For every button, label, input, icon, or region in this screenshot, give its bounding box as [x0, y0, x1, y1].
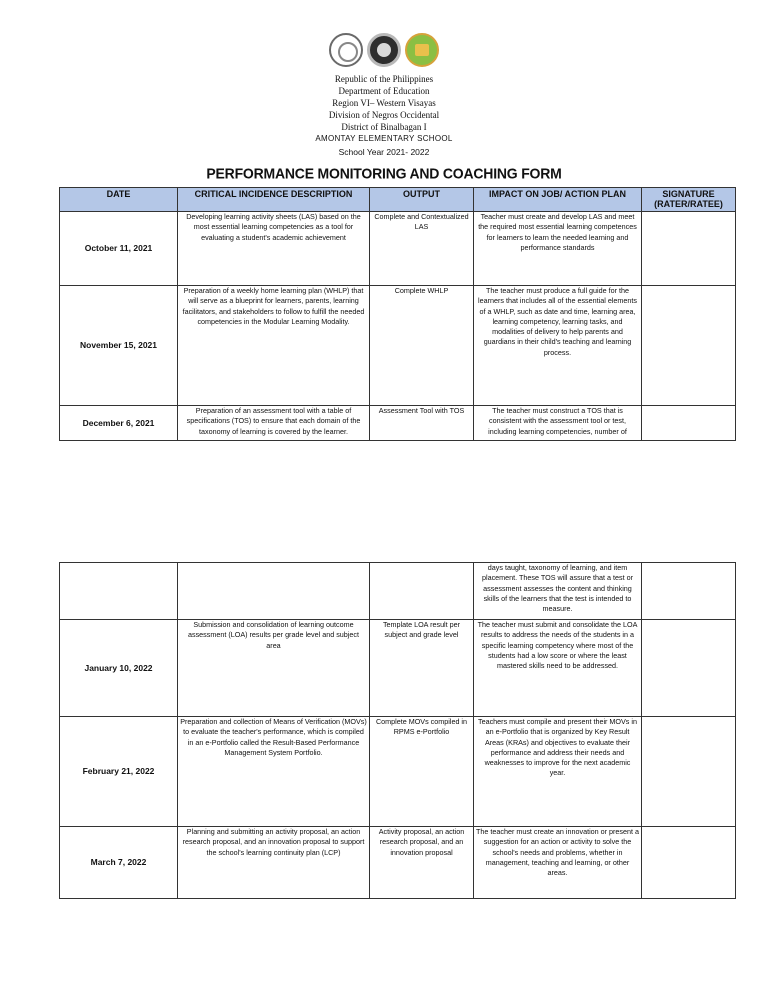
- date-cell: February 21, 2022: [60, 717, 178, 827]
- impact-cell: Teachers must compile and present their MOVs in an e-Portfolio that is organized by Key Result Areas (KRAs) and objectives to evaluate their performance and address their needs and weaknesses to improve for the next academic year.: [474, 717, 642, 827]
- impact-cell: The teacher must submit and consolidate the LOA results to address the needs of the students in a specific learning competency where most of the students had a low score or where the least mastered skills need to be addressed.: [474, 620, 642, 717]
- deped-seal-icon: [329, 33, 363, 67]
- table-row: [60, 827, 736, 899]
- impact-cell: The teacher must construct a TOS that is consistent with the assessment tool or test, including learning competencies, number of: [474, 406, 642, 441]
- date-cell: October 11, 2021: [60, 212, 178, 286]
- date-cell: March 7, 2022: [60, 827, 178, 899]
- date-cell: December 6, 2021: [60, 406, 178, 441]
- output-cell: Complete MOVs compiled in RPMS e-Portfolio: [370, 717, 474, 827]
- column-header-description: CRITICAL INCIDENCE DESCRIPTION: [178, 188, 370, 212]
- output-cell: Assessment Tool with TOS: [370, 406, 474, 441]
- school-name: AMONTAY ELEMENTARY SCHOOL: [315, 134, 453, 144]
- column-header-output: OUTPUT: [370, 188, 474, 212]
- description-cell: Developing learning activity sheets (LAS) based on the most essential learning competencies as a tool for evaluating a student's academic achievement: [178, 212, 370, 286]
- column-header-date: DATE: [60, 188, 178, 212]
- table-row: [60, 286, 736, 406]
- school-year: School Year 2021- 2022: [338, 146, 430, 157]
- table-row: [60, 406, 736, 441]
- column-header-impact: IMPACT ON JOB/ ACTION PLAN: [474, 188, 642, 212]
- header-logos: [329, 33, 441, 69]
- signature-cell: [642, 717, 736, 827]
- output-cell: Complete WHLP: [370, 286, 474, 406]
- impact-cell: The teacher must create an innovation or present a suggestion for an action or activity to solve the school's needs and problems, whether in management, teaching and learning, or other areas.: [474, 827, 642, 899]
- date-cell: November 15, 2021: [60, 286, 178, 406]
- school-logo-icon: [405, 33, 439, 67]
- region-line: Region VI– Western Visayas: [332, 98, 436, 109]
- signature-cell: [642, 620, 736, 717]
- signature-cell: [642, 286, 736, 406]
- table-header-row: [60, 188, 736, 212]
- column-header-signature: SIGNATURE (RATER/RATEE): [642, 188, 736, 212]
- description-cell: Preparation and collection of Means of Verification (MOVs) to evaluate the teacher's performance, which is compiled in an e-Portfolio called the Result-Based Performance Management System Portfolio.: [178, 717, 370, 827]
- coaching-table-page-2: [59, 562, 736, 899]
- letterhead: [0, 73, 768, 158]
- department-line: Department of Education: [338, 86, 430, 97]
- description-cell: Submission and consolidation of learning outcome assessment (LOA) results per grade level and subject area: [178, 620, 370, 717]
- division-line: Division of Negros Occidental: [328, 110, 440, 121]
- form-title: PERFORMANCE MONITORING AND COACHING FORM: [206, 164, 562, 182]
- table-row: [60, 717, 736, 827]
- table-row: [60, 563, 736, 620]
- signature-cell: [642, 827, 736, 899]
- signature-cell: [642, 212, 736, 286]
- date-cell: January 10, 2022: [60, 620, 178, 717]
- output-cell: Complete and Contextualized LAS: [370, 212, 474, 286]
- impact-cell: Teacher must create and develop LAS and meet the required most essential learning competences for learners to learn the needed learning and performance standards: [474, 212, 642, 286]
- description-cell: Preparation of a weekly home learning plan (WHLP) that will serve as a blueprint for learners, parents, learning facilitators, and stakeholders to follow to fulfill the needed competencies in the Modular Learning Modality.: [178, 286, 370, 406]
- output-cell: Activity proposal, an action research proposal, and an innovation proposal: [370, 827, 474, 899]
- signature-cell: [642, 406, 736, 441]
- coaching-table-page-1: [59, 187, 736, 441]
- description-cell: Preparation of an assessment tool with a table of specifications (TOS) to ensure that each domain of the taxonomy of learning is covered by the learner.: [178, 406, 370, 441]
- output-cell: [370, 563, 474, 620]
- impact-cell: days taught, taxonomy of learning, and item placement. These TOS will assure that a test or assessment assesses the content and thinking skills of the learners that the test is intended to measure.: [474, 563, 642, 620]
- republic-line: Republic of the Philippines: [334, 74, 434, 84]
- division-seal-icon: [367, 33, 401, 67]
- table-row: [60, 620, 736, 717]
- district-line: District of Binalbagan I: [341, 122, 427, 133]
- date-cell: [60, 563, 178, 620]
- impact-cell: The teacher must produce a full guide for the learners that includes all of the essential elements of a WHLP, such as date and time, learning area, learning competency, learning tasks, and modalities of delivery to help parents and guardians in their child's teaching and learning process.: [474, 286, 642, 406]
- description-cell: [178, 563, 370, 620]
- output-cell: Template LOA result per subject and grade level: [370, 620, 474, 717]
- description-cell: Planning and submitting an activity proposal, an action research proposal, and an innovation proposal to support the school's learning continuity plan (LCP): [178, 827, 370, 899]
- table-row: [60, 212, 736, 286]
- signature-cell: [642, 563, 736, 620]
